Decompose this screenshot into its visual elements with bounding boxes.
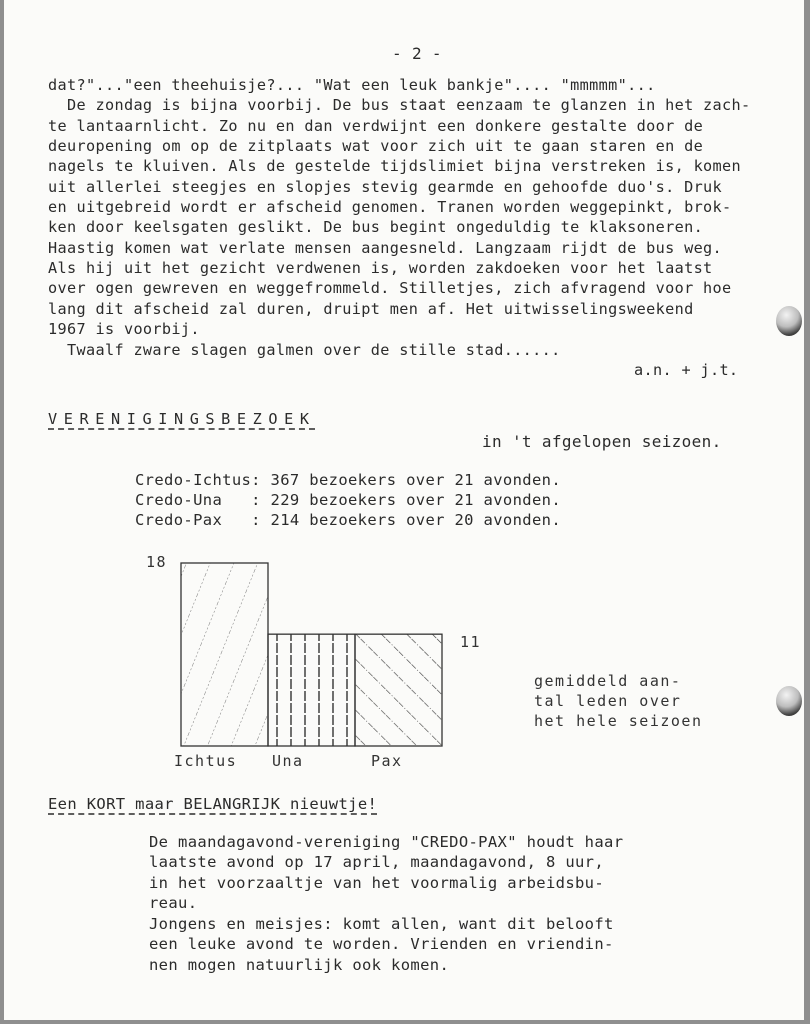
story-line: Haastig komen wat verlate mensen aangesneld. Langzaam rijdt de bus weg. xyxy=(48,239,723,257)
binder-hole-icon xyxy=(776,306,802,336)
visits-subheading: in 't afgelopen seizoen. xyxy=(482,432,722,451)
visits-row: Credo-Una : 229 bezoekers over 21 avonden. xyxy=(135,491,561,509)
page-number: - 2 - xyxy=(392,44,442,63)
story-line: te lantaarnlicht. Zo nu en dan verdwijnt een donkere gestalte door de xyxy=(48,117,704,135)
story-line: uit allerlei steegjes en slopjes stevig gearmde en gehoofde duo's. Druk xyxy=(48,178,723,196)
bar-pax xyxy=(355,634,442,746)
visits-heading: VERENIGINGSBEZOEK xyxy=(48,410,316,428)
document-page xyxy=(4,0,804,1020)
news-line: laatste avond op 17 april, maandagavond, 8 uur, xyxy=(149,853,605,871)
bar-ichtus xyxy=(181,563,268,746)
story-line: Als hij uit het gezicht verdwenen is, worden zakdoeken voor het laatst xyxy=(48,259,713,277)
category-label-una: Una xyxy=(272,752,304,770)
chart-annotation: tal leden over xyxy=(534,692,682,710)
news-line: in het voorzaaltje van het voormalig arbeidsbu- xyxy=(149,874,605,892)
category-label-ichtus: Ichtus xyxy=(174,752,238,770)
news-line: een leuke avond te worden. Vrienden en vriendin- xyxy=(149,935,614,953)
category-label-pax: Pax xyxy=(371,752,403,770)
bar-value-label: 18 xyxy=(146,553,168,571)
bar-chart xyxy=(144,550,464,760)
story-line: De zondag is bijna voorbij. De bus staat eenzaam te glanzen in het zach- xyxy=(48,96,751,114)
story-line: deuropening om op de zitplaats wat voor zich uit te gaan staren en de xyxy=(48,137,704,155)
story-line: over ogen gewreven en weggefrommeld. Stilletjes, zich afvragend voor hoe xyxy=(48,279,732,297)
story-line: 1967 is voorbij. xyxy=(48,320,200,338)
story-line: ken door keelsgaten geslikt. De bus begint ongeduldig te klaksoneren. xyxy=(48,218,704,236)
story-line: Twaalf zware slagen galmen over de stille stad...... xyxy=(48,341,561,359)
story-line: en uitgebreid wordt er afscheid genomen. Tranen worden weggepinkt, brok- xyxy=(48,198,732,216)
visits-row: Credo-Pax : 214 bezoekers over 20 avonden. xyxy=(135,511,561,529)
bar-una xyxy=(268,634,355,746)
story-line: lang dit afscheid zal duren, druipt men af. Het uitwisselingsweekend xyxy=(48,300,694,318)
binder-hole-icon xyxy=(776,686,802,716)
visits-row: Credo-Ichtus: 367 bezoekers over 21 avonden. xyxy=(135,471,561,489)
bar-value-label: 11 xyxy=(460,633,482,651)
news-line: De maandagavond-vereniging "CREDO-PAX" houdt haar xyxy=(149,833,624,851)
news-line: reau. xyxy=(149,894,198,912)
news-heading: Een KORT maar BELANGRIJK nieuwtje! xyxy=(48,795,378,813)
story-signature: a.n. + j.t. xyxy=(634,361,739,379)
story-line: dat?"..."een theehuisje?... "Wat een leuk bankje".... "mmmmm"... xyxy=(48,76,656,94)
news-line: nen mogen natuurlijk ook komen. xyxy=(149,956,450,974)
chart-annotation: het hele seizoen xyxy=(534,712,703,730)
news-line: Jongens en meisjes: komt allen, want dit belooft xyxy=(149,915,614,933)
chart-annotation: gemiddeld aan- xyxy=(534,672,682,690)
story-line: nagels te kluiven. Als de gestelde tijdslimiet bijna verstreken is, komen xyxy=(48,157,742,175)
